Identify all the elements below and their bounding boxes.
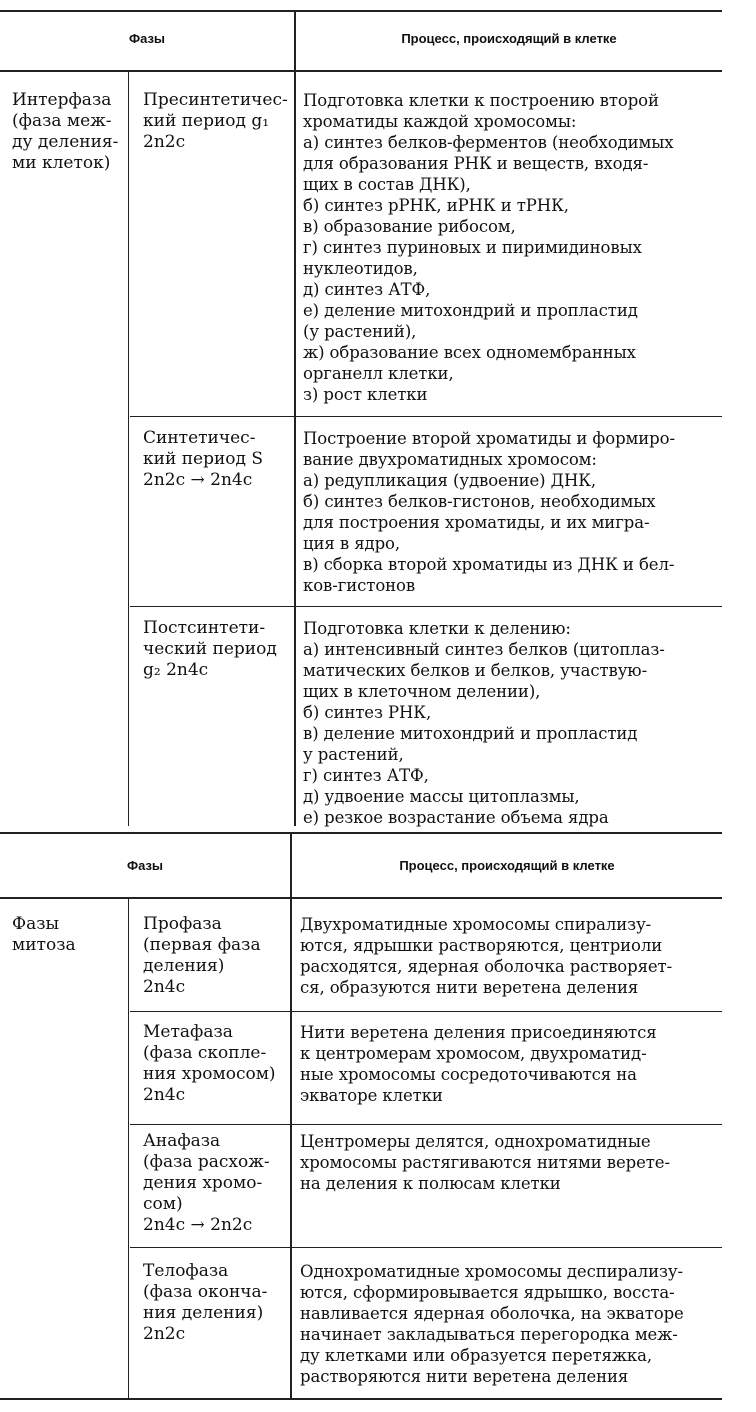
table1-header-rule — [0, 70, 722, 72]
interphase-label: Интерфаза (фаза меж- ду деления- ми клеток) — [12, 90, 119, 173]
table1-header-process: Процесс, происходящий в клетке — [401, 31, 617, 46]
table2-row-rule-2 — [130, 1124, 722, 1125]
g1-period-label: Пресинтетичес- кий период g₁ 2n2c — [143, 90, 288, 152]
s-process-text: Построение второй хроматиды и формиро- вание двухроматидных хромосом: а) редупликация (удвоение) ДНК, б) синтез белков-гистонов, необходимых для построения хроматиды, и их мигра- ция в ядро, в) сборка второй хроматиды из ДНК и бел- ков-гистонов — [303, 429, 675, 595]
g1-process-text: Подготовка клетки к построению второй хроматиды каждой хромосомы: а) синтез белков-ферментов (необходимых для образования РНК и веществ, входя- щих в состав ДНК), б) синтез рРНК, иРНК и тРНК, в) образование рибосом, г) синтез пуриновых и пиримидиновых нуклеотидов, д) синтез АТФ, е) деление митохондрий и пропластид (у растений), ж) образование всех одномембранных органелл клетки, з) рост клетки — [303, 91, 674, 404]
g2-process-text: Подготовка клетки к делению: а) интенсивный синтез белков (цитоплаз- матических белков и белков, участвую- щих в клеточном делении), б) синтез РНК, в) деление митохондрий и пропластид у растений, г) синтез АТФ, д) удвоение массы цитоплазмы, е) резкое возрастание объема ядра — [303, 619, 665, 827]
table1-top-rule — [0, 10, 722, 12]
metaphase-process-text: Нити веретена деления присоединяются к центромерам хромосом, двухроматид- ные хромосомы сосредоточиваются на экваторе клетки — [300, 1023, 657, 1105]
s-period-label: Синтетичес- кий период S 2n2c → 2n4c — [143, 428, 264, 490]
mitosis-label: Фазы митоза — [12, 914, 76, 955]
table2-header-process: Процесс, происходящий в клетке — [399, 858, 615, 873]
table2-header-phases: Фазы — [126, 858, 164, 873]
table1-period-divider — [128, 70, 129, 826]
table2-row-rule-1 — [130, 1011, 722, 1012]
table2-period-divider — [128, 897, 129, 1398]
telophase-process-text: Однохроматидные хромосомы деспирализу- ются, сформировывается ядрышко, восста- навливается ядерная оболочка, на экваторе начинает закладываться перегородка меж- ду клетками или образуется перетяжка, растворяются нити веретена деления — [300, 1262, 684, 1386]
table2-process-divider — [290, 834, 292, 1398]
prophase-process-text: Двухроматидные хромосомы спирализу- ются, ядрышки растворяются, центриоли расходятся, ядерная оболочка растворяет- ся, образуются нити веретена деления — [300, 915, 673, 997]
table1-row-rule-2 — [130, 606, 722, 607]
table2-header-rule — [0, 897, 722, 899]
anaphase-label: Анафаза (фаза расхож- дения хромо- сом) 2n4c → 2n2c — [143, 1131, 270, 1235]
telophase-label: Телофаза (фаза оконча- ния деления) 2n2c — [143, 1261, 268, 1344]
anaphase-process-text: Центромеры делятся, однохроматидные хромосомы растягиваются нитями верете- на деления к полюсам клетки — [300, 1132, 670, 1193]
table1-bottom-rule — [0, 832, 722, 834]
table2-bottom-rule — [0, 1398, 722, 1400]
table1-process-divider — [294, 10, 296, 826]
table2-row-rule-3 — [130, 1247, 722, 1248]
table1-row-rule-1 — [130, 416, 722, 417]
prophase-label: Профаза (первая фаза деления) 2n4c — [143, 914, 261, 997]
metaphase-label: Метафаза (фаза скопле- ния хромосом) 2n4c — [143, 1022, 276, 1105]
g2-period-label: Постсинтети- ческий период g₂ 2n4c — [143, 618, 277, 680]
table1-header-phases: Фазы — [128, 31, 166, 46]
